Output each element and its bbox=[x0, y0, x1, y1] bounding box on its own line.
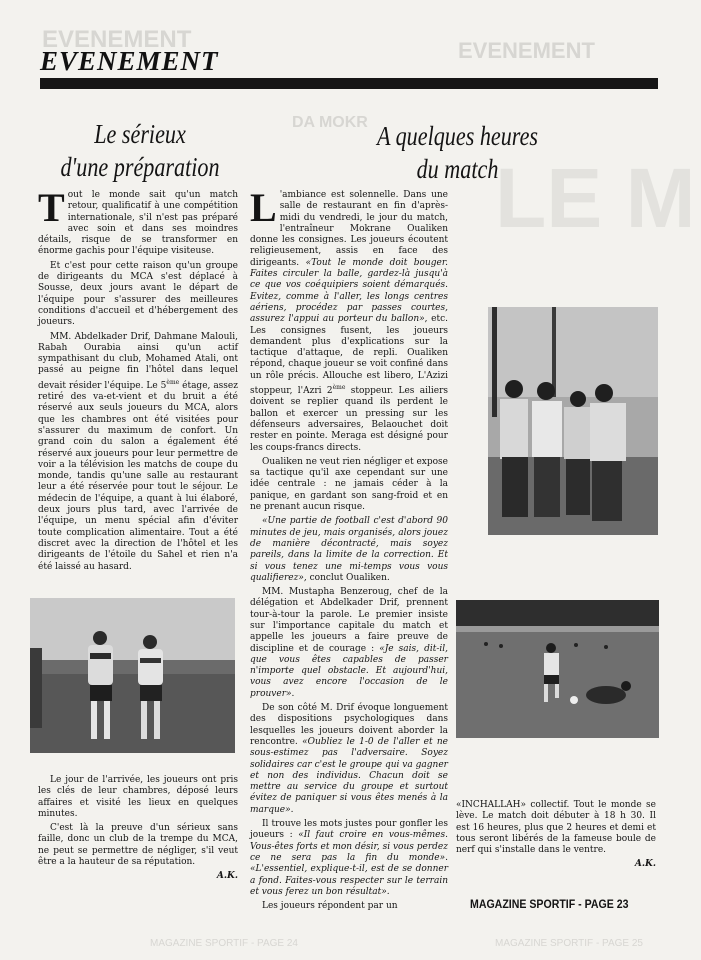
article1-paragraph: C'est là la preuve d'un sérieux sans faille, donc un club de la trempe du MCA, ne peut se permettre de négliger, s'il veut être a la hauteur de sa réputation. bbox=[38, 823, 238, 868]
photo-match-action bbox=[456, 600, 659, 738]
article1-column bbox=[38, 185, 238, 576]
article2-p6a: Il trouve les mots justes pour gonfler les joueurs : bbox=[250, 819, 448, 841]
article2-p1b: , etc. Les consignes fusent, les joueurs demandent plus d'explications sur la tactique d'attaque, de repli. Oualiken répond, chaque joueur se voit confiné dans un rôle précis. Allouche est libero, L'Azizi stoppeur, l'Azri 2 bbox=[250, 314, 448, 397]
article2-paragraph: Les joueurs répondent par un bbox=[262, 901, 398, 912]
article2-column bbox=[250, 185, 449, 915]
photo-two-players bbox=[30, 598, 235, 753]
article2-quote: «Oubliez le 1-0 de l'aller et ne sous-estimez pas l'adversaire. Soyez solidaires car c'est le groupe qui va gagner et non des individus. Chacun doit se mettre au service du groupe et surtout évitez de paniquer si vous êtes menés à la marque» bbox=[250, 736, 448, 815]
article2-p5a: De son côté M. Drif évoque longuement des dispositions psychologiques dans lesquelles les joueurs doivent aborder la rencontre. bbox=[250, 703, 448, 747]
article2-p4a: MM. Mustapha Benzeroug, chef de la délégation et Abdelkader Drif, prennent tour-à-tour la parole. Le premier insiste sur l'importance capitale du match et appelle les joueurs a faire preuve de discipline et de courage : bbox=[250, 587, 448, 654]
bleed-through-text: LE M bbox=[495, 151, 696, 245]
article1-paragraph: Et c'est pour cette raison qu'un groupe de dirigeants du MCA s'est déplacé à Sousse, deux jours avant le départ de l'équipe pour s'assurer des meilleures conditions d'accueil et d'hébergement des joueurs. bbox=[38, 260, 238, 328]
article2-paragraph: Oualiken ne veut rien négliger et expose sa tactique qu'il axe cependant sur une idée centrale : ne jamais céder à la panique, en gardant son sang-froid et en ne prenant aucun risque. bbox=[250, 456, 448, 513]
bleed-through-text: MAGAZINE SPORTIF - PAGE 25 bbox=[495, 938, 643, 949]
bleed-through-text: EVENEMENT bbox=[458, 38, 595, 63]
article1-p3a: MM. Abdelkader Drif, Dahmane Malouli, Rabah Ourabia ainsi qu'un actif sympathisant du club, Mohamed Atali, ont passé au peigne fin l'hôtel dans lequel devait résider l'équipe. Le 5 bbox=[38, 331, 238, 391]
article2-quote: «Je sais, dit-il, que vous êtes capables de passer n'importe quel obstacle. Et aujourd'hui, vous avez encore l'occasion de le prouver» bbox=[250, 643, 448, 699]
article2-paragraph bbox=[250, 819, 448, 898]
bleed-through-text: MAGAZINE SPORTIF - PAGE 24 bbox=[150, 938, 298, 949]
article2-paragraph bbox=[250, 185, 449, 454]
article2-quote: «Il faut croire en vous-mêmes. Vous-êtes forts et mon désir, si vous perdez ce ne sera pas la fin du monde». «L'essentiel, explique-t-il, est de se donner a fond. Faites-vous respecter sur le terrain et vous ferez un bon résultat» bbox=[250, 830, 448, 897]
article2-signature: A.K. bbox=[634, 859, 656, 870]
section-title: EVENEMENT bbox=[40, 46, 219, 76]
article1-paragraph bbox=[38, 332, 238, 573]
article1-headline-line2: d'une préparation bbox=[60, 152, 220, 182]
article2-p6b: . bbox=[386, 886, 390, 897]
photo-team-group bbox=[488, 307, 658, 535]
article2-paragraph: «INCHALLAH» collectif. Tout le monde se lève. Le match doit débuter à 18 h 30. Il est 16 heures, plus que 2 heures et demi et tous seront libérés de la fameuse boule de nerf qui s'installe dans le ventre. bbox=[456, 800, 656, 856]
article2-paragraph bbox=[250, 516, 448, 584]
article2-p3b: , conclut Oualiken. bbox=[303, 572, 390, 583]
article1-column-continued bbox=[38, 775, 238, 886]
article2-headline-line1: A quelques heures bbox=[376, 121, 539, 151]
article2-p4b: . bbox=[291, 688, 295, 699]
article1-p3b: étage, assez retiré des va-et-vient et du bruit a été réservé aux seuls joueurs du MCA, alors que les chambres ont été visitées pour s'assurer du maximum de confort. Un grand coin du salon a également été réservé aux joueurs pour leur permettre de voir a la télévision les matchs de coupe du monde, tandis qu'une salle au restaurant leur a été réservée pour tout le séjour. Le médecin de l'équipe, a quant à lui élaboré, deux jours plus tard, avec l'arrivée de l'équipe, un menu spécial afin d'éviter toute complication alimentaire. Tout a été discret avec la direction de l'hôtel et les dirigeants de l'étoile du Sahel et rien n'a été laissé au hasard. bbox=[38, 380, 238, 572]
article2-p5b: . bbox=[290, 804, 294, 815]
article2-dropcap: L bbox=[250, 185, 277, 230]
article1-signature: A.K. bbox=[216, 871, 238, 882]
article1-p3-sup: ème bbox=[166, 378, 180, 386]
article2-quote: «Tout le monde doit bouger. Faites circuler la balle, gardez-là jusqu'à ce que vos coéquipiers soient démarqués. Evitez, comme à l'aller, les longs centres aériens, procédez par passes courtes, assurez l'appui au porteur du ballon» bbox=[250, 257, 449, 325]
article2-paragraph bbox=[250, 703, 448, 816]
article2-p1c: stoppeur. Les ailiers doivent se replier quand ils perdent le ballon et exercer un pressing sur les défenseurs adversaires, Belaouchet doit rester en pointe. Meraga est désigné pour les coups-francs directs. bbox=[250, 386, 448, 453]
article2-paragraph bbox=[250, 587, 448, 700]
article2-p1a: 'ambiance est solennelle. Dans une salle de restaurant en fin d'après-midi du vendredi, le jour du match, l'entraîneur Mokrane Oualiken donne les consignes. Les joueurs écoutent religieusement, assis en face des dirigeants. bbox=[250, 190, 448, 268]
article2-p1-sup: ème bbox=[332, 384, 346, 392]
article2-headline bbox=[349, 120, 566, 186]
article1-p1: out le monde sait qu'un match retour, qualificatif à une compétition internationale, s'il n'est pas préparé avec soin et dans ses moindres détails, risque de se transformer en énorme gachis pour l'équipe visiteuse. bbox=[38, 190, 238, 257]
article1-paragraph bbox=[38, 185, 238, 258]
article1-headline-line1: Le sérieux bbox=[94, 119, 186, 149]
article2-quote: «Une partie de football c'est d'abord 90 minutes de jeu, mais organisés, alors jouez de manière décontracté, mais soyez pareils, dans la limite de la correction. Et si vous tenez une mi-temps vous vous qualifierez» bbox=[250, 516, 448, 583]
bleed-through-text: EVENEMENT bbox=[42, 26, 192, 53]
section-rule bbox=[40, 78, 658, 89]
article1-paragraph: Le jour de l'arrivée, les joueurs ont pris les clés de leur chambres, déposé leurs affaires et visité les lieux en quelques minutes. bbox=[38, 775, 238, 819]
bleed-through-text: DA MOKR bbox=[292, 114, 368, 131]
article1-dropcap: T bbox=[38, 185, 65, 230]
article2-headline-line2: du match bbox=[416, 154, 499, 184]
article1-headline bbox=[58, 118, 222, 184]
page-footer: MAGAZINE SPORTIF - PAGE 23 bbox=[470, 899, 629, 911]
article2-column-continued bbox=[456, 800, 656, 874]
